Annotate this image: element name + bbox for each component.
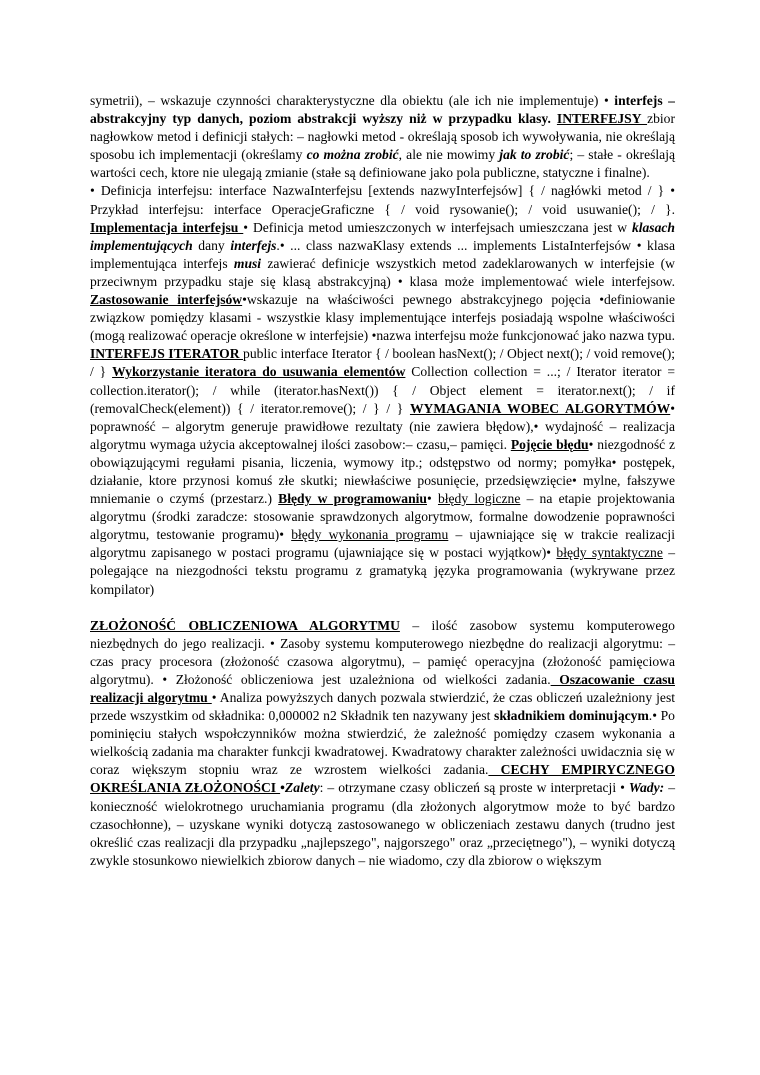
paragraph-interfaces-errors	[90, 182, 675, 598]
formatted-run: interfejs – abstrakcyjny typ danych, poziom abstrakcji wyższy niż w przypadku klasy.	[90, 93, 675, 127]
formatted-run: ZŁOŻONOŚĆ OBLICZENIOWA ALGORYTMU	[90, 617, 400, 633]
text-run: ; – stałe - określają wartości cech, ktore nie ulegają zmianie (stałe są definiowane jako pola publiczne, statyczne i finalne).	[90, 147, 676, 181]
formatted-run: Zalety	[284, 780, 320, 796]
text-run: • Definicja interfejsu: interface NazwaInterfejsu [extends nazwyInterfejsów] { / nagłówki metod / } • Przykład interfejsu: interface OperacjeGraficzne { / void rysowanie(); / void usuwanie(); / }.	[90, 183, 675, 217]
text-run: : – otrzymane czasy obliczeń są proste w interpretacji •	[319, 780, 629, 796]
text-run: • Analiza powyższych danych pozwala stwierdzić, że czas obliczeń uzależniony jest przede wszystkim od składnika: 0,000002 n2 Składnik ten nazywany jest	[90, 690, 676, 724]
formatted-run: interfejs	[230, 237, 277, 253]
text-run: •	[427, 491, 438, 507]
text-run: – konieczność wielokrotnego uruchamiania programu (dla złożonych algorytmow może to być bardzo czasochłonne), – uzyskane wyniki dotyczą zastosowanego w obliczeniach zestawu danych (trudno jest określić czas realizacji dla przypadku „najlepszego", najgorszego" oraz „przeciętnego"), – wyniki dotyczą zwykle stosunkowo niewielkich zbiorow danych – nie wiadomo, czy dla zbiorow o większym	[90, 780, 675, 868]
text-run: – polegające na niezgodności tekstu programu z gramatyką języka programowania (wykrywane przez kompilator)	[90, 545, 675, 597]
text-run: – ujawniające się w trakcie realizacji algorytmu zapisanego w postaci programu (ujawniające się w postaci wyjątkow)•	[90, 527, 675, 561]
text-run: Collection collection = ...; / Iterator iterator = collection.iterator(); / while (iterator.hasNext()) { / Object element = iterator.next(); / if (removalCheck(element)) { / iterator.remove(); / } / }	[90, 364, 675, 416]
formatted-run: Oszacowanie czasu realizacji algorytmu	[90, 671, 675, 705]
formatted-run: Pojęcie błędu	[510, 436, 589, 452]
formatted-run: Implementacja interfejsu	[90, 219, 244, 235]
paragraph-complexity	[90, 617, 675, 870]
formatted-run: musi	[233, 255, 262, 271]
formatted-run: Zastosowanie interfejsów	[90, 292, 243, 308]
paragraph-interfaces-intro	[90, 92, 675, 182]
formatted-run: składnikiem dominującym	[494, 708, 649, 724]
text-run: .• Po pominięciu stałych wspołczynników można stwierdzić, że zależność pomiędzy czasem wykonania a wielkością zadania ma charakter funkcji kwadratowej. Kwadratowy charakter zależności uwidacznia się w coraz większym stopniu wraz ze wzrostem wielkości zadania.	[90, 708, 675, 778]
formatted-run: CECHY EMPIRYCZNEGO OKREŚLANIA ZŁOŻONOŚCI	[90, 762, 675, 796]
paragraph-gap	[90, 599, 675, 617]
formatted-run: INTERFEJS ITERATOR	[90, 346, 244, 362]
formatted-run: Wady:	[628, 780, 665, 796]
text-run: – na etapie projektowania algorytmu (środki zaradcze: stosowanie sprawdzonych algorytmow, formalne dowodzenie poprawności algorytmu, testowanie programu)•	[90, 491, 675, 543]
text-run: – ilość zasobow systemu komputerowego niezbędnych do jego realizacji. • Zasoby systemu komputerowego niezbędne do realizacji algorytmu: – czas pracy procesora (złożoność czasowa algorytmu), – pamięć operacyjna (złożoność pamięciowa algorytmu). • Złożoność obliczeniowa jest uzależniona od wielkości zadania.	[90, 617, 675, 687]
formatted-run: Wykorzystanie iteratora do usuwania elementów	[112, 364, 406, 380]
formatted-run: klasach implementujących	[90, 219, 675, 253]
text-run: • niezgodność z obowiązującymi regułami pisania, liczenia, wymowy itp.; odstępstwo od normy; pomyłka• postępek, działanie, ktore przynosi komuś złe skutki; niewłaściwe posunięcie, przedsięwzięcie• mylne, fałszywe mniemanie o czymś (przestarz.)	[90, 436, 675, 507]
text-run: zbior nagłowkow metod i definicji stałych: – nagłowki metod - określają sposob ich wywoływania, nie określają sposobu ich implementacji (określamy	[90, 111, 675, 163]
text-run: , ale nie mowimy	[398, 147, 500, 163]
text-run: • Definicja metod umieszczonych w interfejsach umieszczana jest w	[243, 219, 632, 235]
formatted-run: błędy wykonania programu	[291, 527, 449, 543]
formatted-run: •	[280, 780, 285, 796]
text-run: .• ... class nazwaKlasy extends ... implements ListaInterfejsów • klasa implementująca interfejs	[90, 237, 675, 271]
formatted-run: błędy syntaktyczne	[556, 545, 663, 561]
formatted-run: błędy logiczne	[437, 491, 521, 507]
formatted-run: WYMAGANIA WOBEC ALGORYTMÓW	[409, 400, 671, 416]
text-run: •wskazuje na właściwości pewnego abstrakcyjnego pojęcia •definiowanie związkow pomiędzy klasami - wszystkie klasy implementujące interfejs posiadają wspolne właściwości (mogą realizować operacje określone w interfejsie) •nazwa interfejsu może funkcjonować jako nazwa typu.	[90, 292, 676, 344]
text-run: symetrii), – wskazuje czynności charakterystyczne dla obiektu (ale ich nie implementuje) •	[90, 93, 615, 108]
text-run: dany	[192, 237, 231, 253]
formatted-run: INTERFEJSY	[556, 111, 648, 127]
text-run: public interface Iterator { / boolean hasNext(); / Object next(); / void remove(); / }	[90, 346, 675, 380]
document-page	[90, 92, 675, 870]
formatted-run: co można zrobić	[306, 147, 399, 163]
text-run: • poprawność – algorytm generuje prawidłowe rezultaty (nie zawiera błędow),• wydajność – realizacja algorytmu wymaga użycia akceptowalnej ilości zasobow:– czasu,– pamięci.	[90, 400, 676, 452]
text-run: zawierać definicje wszystkich metod zadeklarowanych w interfejsie (w przeciwnym przypadku staje się klasą abstrakcyjną) • klasa może implementować wiele interfejsow.	[90, 255, 675, 289]
formatted-run: Błędy w programowaniu	[278, 491, 427, 507]
formatted-run: jak to zrobić	[499, 147, 570, 163]
